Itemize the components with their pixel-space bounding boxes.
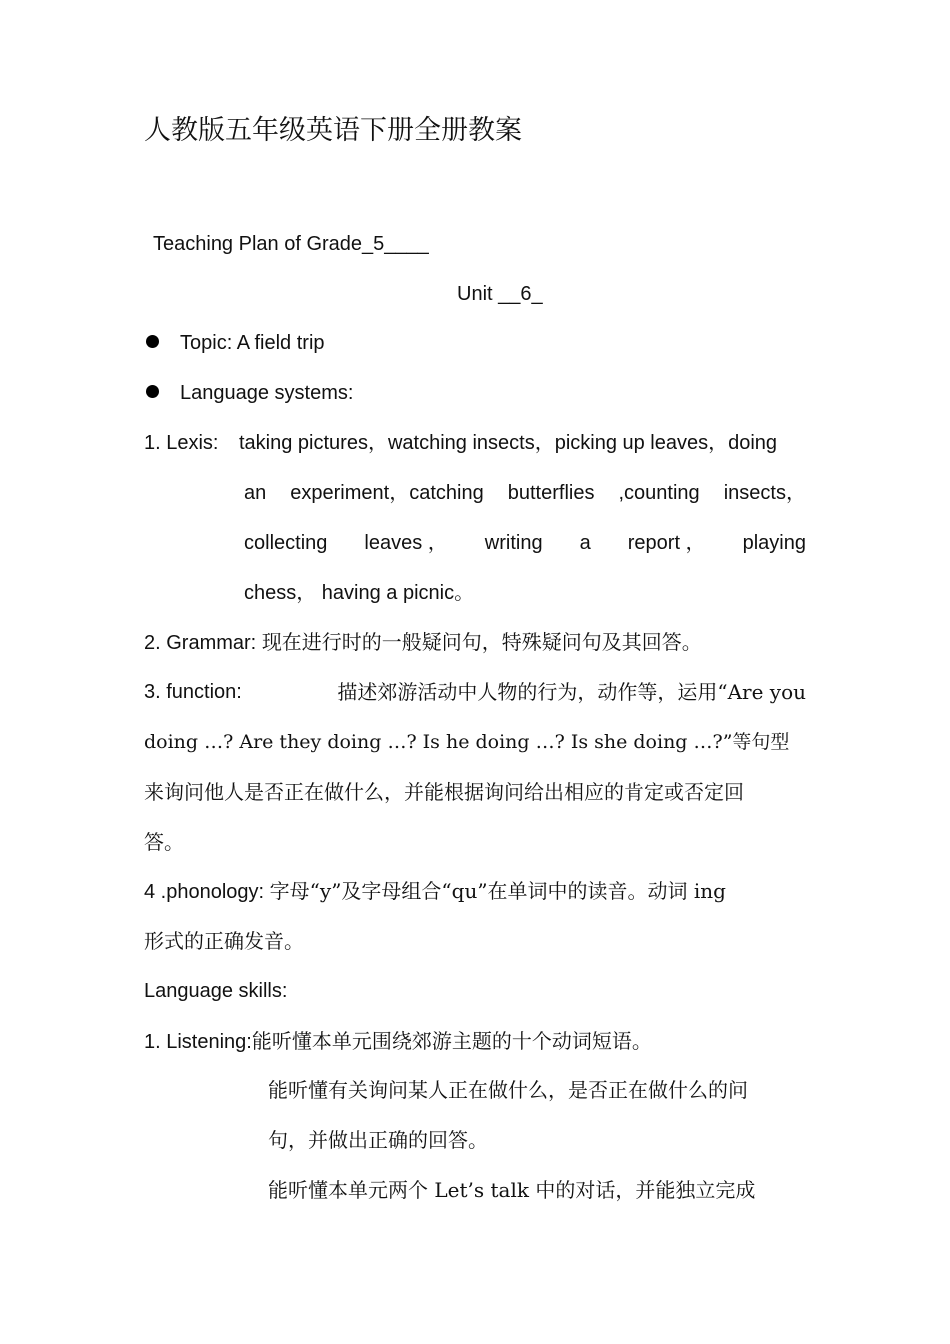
grammar-paragraph <box>144 628 702 657</box>
language-systems-item: Language systems: <box>180 382 354 404</box>
listening-line-2: 能听懂有关询问某人正在做什么，是否正在做什么的问 <box>268 1078 748 1102</box>
lexis-line-2: an experiment，catching butterflies ,counting insects， <box>244 482 806 504</box>
grammar-label: 2. Grammar: <box>144 632 257 654</box>
listening-line-1: 1. Listening:能听懂本单元围绕郊游主题的十个动词短语。 <box>144 1029 652 1053</box>
phonology-line-1: 4 .phonology: 字母“y”及字母组合“qu”在单词中的读音。动词 ing <box>144 879 726 903</box>
phonology-line-2: 形式的正确发音。 <box>144 929 304 953</box>
unit-heading: Unit __6_ <box>457 283 543 305</box>
lexis-label: 1. Lexis: <box>144 432 219 454</box>
function-line-2: doing …? Are they doing …? Is he doing …? Is she doing …?”等句型 <box>144 731 790 753</box>
lexis-line-3: collecting leaves ， writing a report ， playing <box>244 532 806 554</box>
function-label: 3. function: <box>144 681 242 703</box>
bullet-icon <box>146 385 159 398</box>
listening-label: 1. Listening: <box>144 1031 252 1053</box>
plan-heading: Teaching Plan of Grade_5____ <box>153 233 429 255</box>
lexis-line-4: chess， having a picnic。 <box>244 582 475 604</box>
function-line-4: 答。 <box>144 830 184 854</box>
skills-heading: Language skills: <box>144 980 288 1002</box>
function-line-1: 3. function: 描述郊游活动中人物的行为，动作等，运用“Are you <box>144 680 806 704</box>
topic-item: Topic: A field trip <box>180 332 325 354</box>
listening-line-3: 句，并做出正确的回答。 <box>268 1128 488 1152</box>
document-title: 人教版五年级英语下册全册教案 <box>144 115 522 146</box>
phonology-label: 4 .phonology: <box>144 881 265 903</box>
lexis-line-1: taking pictures，watching insects，picking up leaves，doing <box>239 432 778 454</box>
function-line-3: 来询问他人是否正在做什么，并能根据询问给出相应的肯定或否定回 <box>144 780 744 804</box>
grammar-text: 现在进行时的一般疑问句，特殊疑问句及其回答。 <box>261 630 702 654</box>
listening-line-4: 能听懂本单元两个 Let’s talk 中的对话，并能独立完成 <box>268 1178 756 1202</box>
bullet-icon <box>146 335 159 348</box>
